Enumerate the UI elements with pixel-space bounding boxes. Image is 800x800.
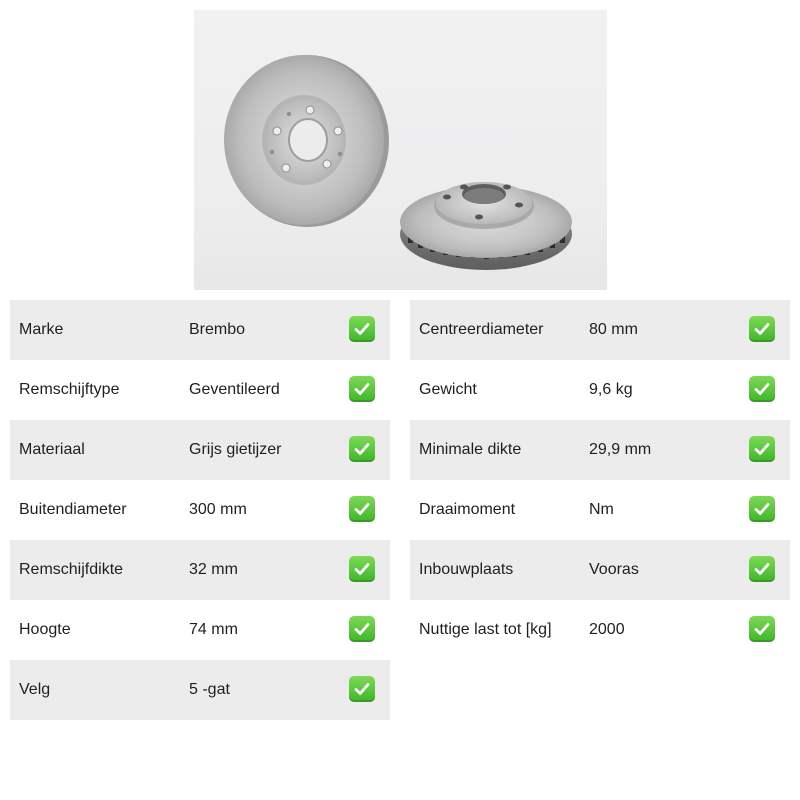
check-icon bbox=[749, 436, 775, 462]
spec-label: Velg bbox=[19, 681, 51, 698]
spec-value: 74 mm bbox=[189, 621, 238, 638]
check-icon bbox=[349, 436, 375, 462]
spec-value: Grijs gietijzer bbox=[189, 441, 282, 458]
spec-value: Brembo bbox=[189, 321, 246, 338]
check-icon bbox=[349, 496, 375, 522]
spec-row-minimale-dikte bbox=[410, 420, 790, 480]
spec-row-remschijftype bbox=[10, 360, 390, 420]
check-icon bbox=[349, 316, 375, 342]
spec-value: Geventileerd bbox=[189, 381, 280, 398]
spec-label: Materiaal bbox=[19, 441, 85, 458]
spec-value: Nm bbox=[589, 501, 614, 518]
spec-row-remschijfdikte bbox=[10, 540, 390, 600]
spec-label: Gewicht bbox=[419, 381, 477, 398]
spec-label: Buitendiameter bbox=[19, 501, 127, 518]
spec-value: 300 mm bbox=[189, 501, 247, 518]
spec-row-velg bbox=[10, 660, 390, 720]
spec-label: Hoogte bbox=[19, 621, 71, 638]
spec-row-centreerdiameter bbox=[410, 300, 790, 360]
check-icon bbox=[749, 616, 775, 642]
spec-row-hoogte bbox=[10, 600, 390, 660]
check-icon bbox=[349, 616, 375, 642]
spec-label: Centreerdiameter bbox=[419, 321, 544, 338]
product-image bbox=[194, 10, 607, 290]
check-icon bbox=[749, 376, 775, 402]
spec-row-inbouwplaats bbox=[410, 540, 790, 600]
check-icon bbox=[349, 376, 375, 402]
spec-value: 9,6 kg bbox=[589, 381, 633, 398]
brake-disc-illustration bbox=[194, 10, 607, 290]
spec-label: Marke bbox=[19, 321, 64, 338]
spec-table-left bbox=[10, 300, 390, 720]
check-icon bbox=[749, 496, 775, 522]
spec-label: Nuttige last tot [kg] bbox=[419, 621, 552, 638]
spec-value: 29,9 mm bbox=[589, 441, 652, 458]
check-icon bbox=[749, 556, 775, 582]
spec-label: Remschijfdikte bbox=[19, 561, 124, 578]
spec-value: 5 -gat bbox=[189, 681, 230, 698]
spec-label: Remschijftype bbox=[19, 381, 120, 398]
spec-value: Vooras bbox=[589, 561, 639, 578]
spec-value: 2000 bbox=[589, 621, 625, 638]
spec-row-gewicht bbox=[410, 360, 790, 420]
spec-label: Inbouwplaats bbox=[419, 561, 514, 578]
check-icon bbox=[349, 556, 375, 582]
spec-row-buitendiameter bbox=[10, 480, 390, 540]
spec-value: 80 mm bbox=[589, 321, 638, 338]
spec-row-nuttige-last bbox=[410, 600, 790, 660]
spec-row-draaimoment bbox=[410, 480, 790, 540]
spec-label: Draaimoment bbox=[419, 501, 516, 518]
spec-table-right bbox=[410, 300, 790, 660]
spec-row-materiaal bbox=[10, 420, 390, 480]
spec-value: 32 mm bbox=[189, 561, 238, 578]
spec-label: Minimale dikte bbox=[419, 441, 522, 458]
check-icon bbox=[349, 676, 375, 702]
check-icon bbox=[749, 316, 775, 342]
spec-row-marke bbox=[10, 300, 390, 360]
